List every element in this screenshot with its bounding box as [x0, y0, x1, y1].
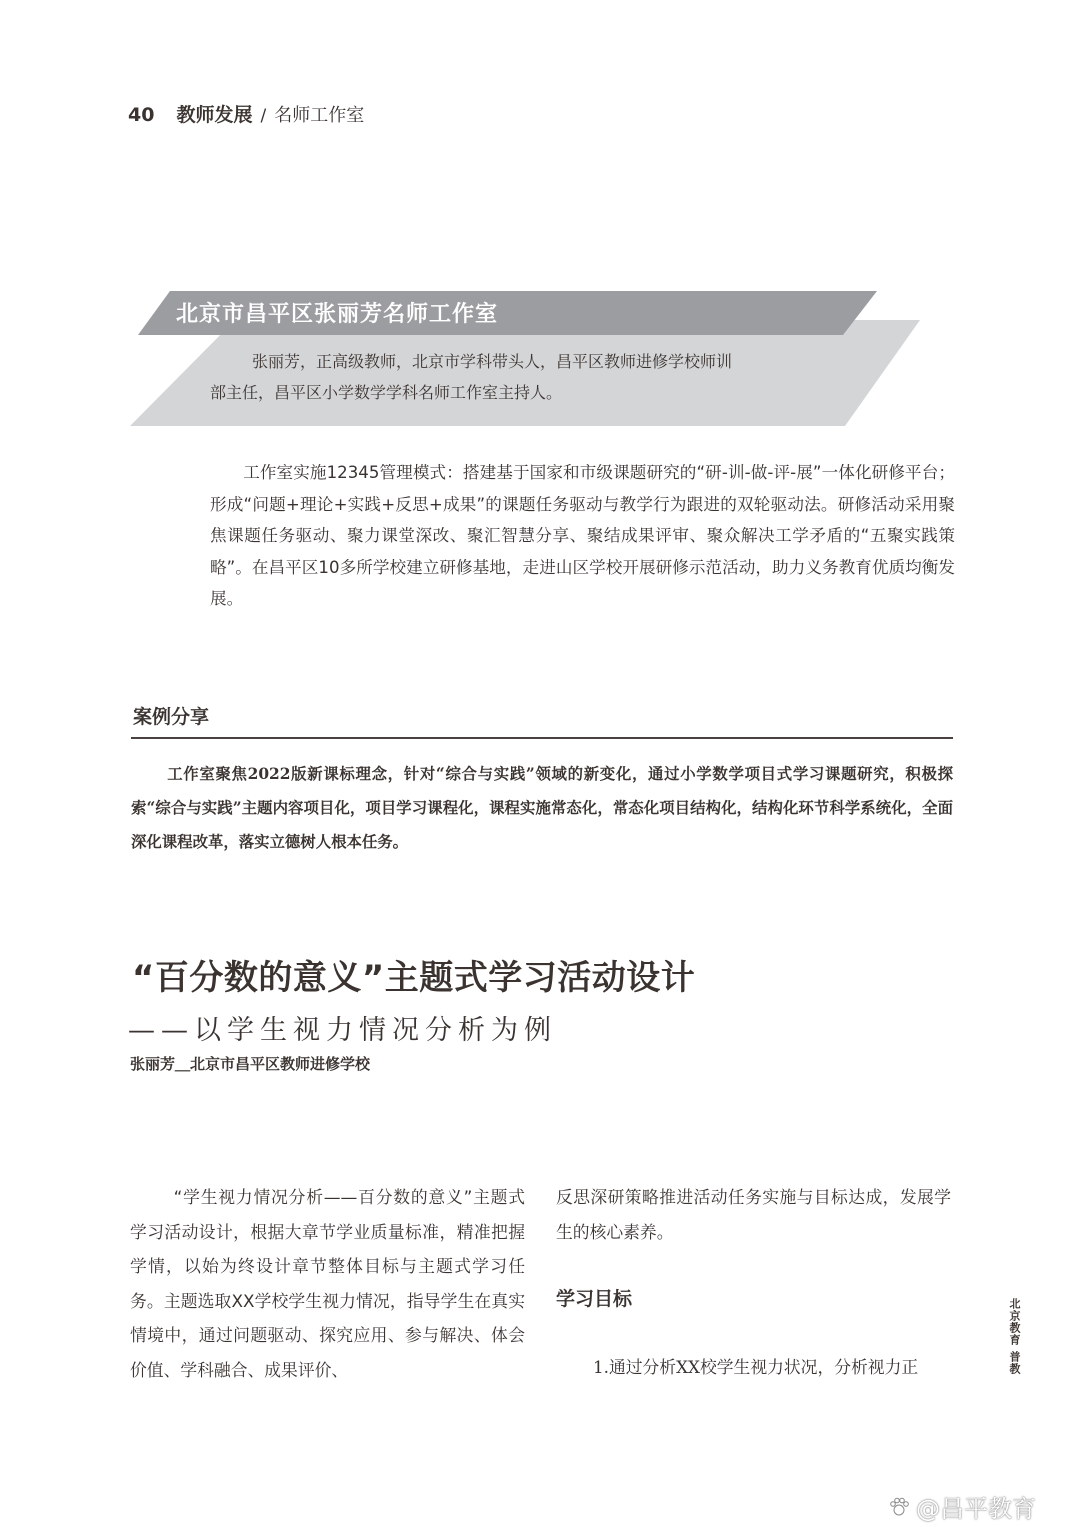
case-share-paragraph: 工作室聚焦2022版新课标理念，针对“综合与实践”领域的新变化，通过小学数学项目式学习课题研究，积极探索“综合与实践”主题内容项目化，项目学习课程化，课程实施常态化，常态化项目结构化，结构化环节科学系统化，全面深化课程改革，落实立德树人根本任务。 [131, 765, 953, 851]
article-left-column: “学生视力情况分析——百分数的意义”主题式学习活动设计，根据大章节学业质量标准，精准把握学情，以始为终设计章节整体目标与主题式学习任务。主题选取XX学校学生视力情况，指导学生在真实情境中，通过问题驱动、探究应用、参与解决、体会价值、学科融合、成果评价、 [130, 1187, 525, 1380]
studio-intro-paragraph: 工作室实施12345管理模式：搭建基于国家和市级课题研究的“研-训-做-评-展”一体化研修平台；形成“问题+理论+实践+反思+成果”的课题任务驱动与教学行为跟进的双轮驱动法。研修活动采用聚焦课题任务驱动、聚力课堂深改、聚汇智慧分享、聚结成果评审、聚众解决工学矛盾的“五聚实践策略”。在昌平区10多所学校建立研修基地，走进山区学校开展研修示范活动，助力义务教育优质均衡发展。 [210, 463, 955, 608]
section-title: 教师发展 [176, 104, 253, 126]
running-header [128, 100, 364, 126]
article-right-column-paragraph: 反思深研策略推进活动任务实施与目标达成，发展学生的核心素养。 [556, 1187, 951, 1242]
watermark [888, 1489, 1036, 1524]
studio-bio-line-2: 部主任，昌平区小学数学学科名师工作室主持人。 [210, 383, 563, 402]
article-byline: 张丽芳＿北京市昌平区教师进修学校 [130, 1055, 371, 1073]
studio-bio-line-1: 张丽芳，正高级教师，北京市学科带头人，昌平区教师进修学校师训 [252, 352, 733, 371]
case-share-divider [131, 737, 953, 739]
page-number: 40 [128, 104, 155, 126]
paw-icon [888, 1496, 910, 1518]
journal-side-mark: 北京教育 普教 [1008, 1298, 1021, 1375]
learning-goals-heading: 学习目标 [556, 1288, 633, 1310]
learning-goal-1: 1.通过分析XX校学生视力状况，分析视力正 [592, 1357, 919, 1377]
studio-bio [210, 346, 810, 408]
article-subtitle: ——以学生视力情况分析为例 [128, 1015, 557, 1046]
subsection-title: 名师工作室 [274, 105, 365, 126]
article-title: “百分数的意义”主题式学习活动设计 [132, 958, 696, 998]
case-share-heading: 案例分享 [133, 706, 210, 728]
header-separator: / [260, 106, 267, 126]
watermark-text: @昌平教育 [916, 1495, 1036, 1523]
studio-name: 北京市昌平区张丽芳名师工作室 [176, 302, 499, 327]
